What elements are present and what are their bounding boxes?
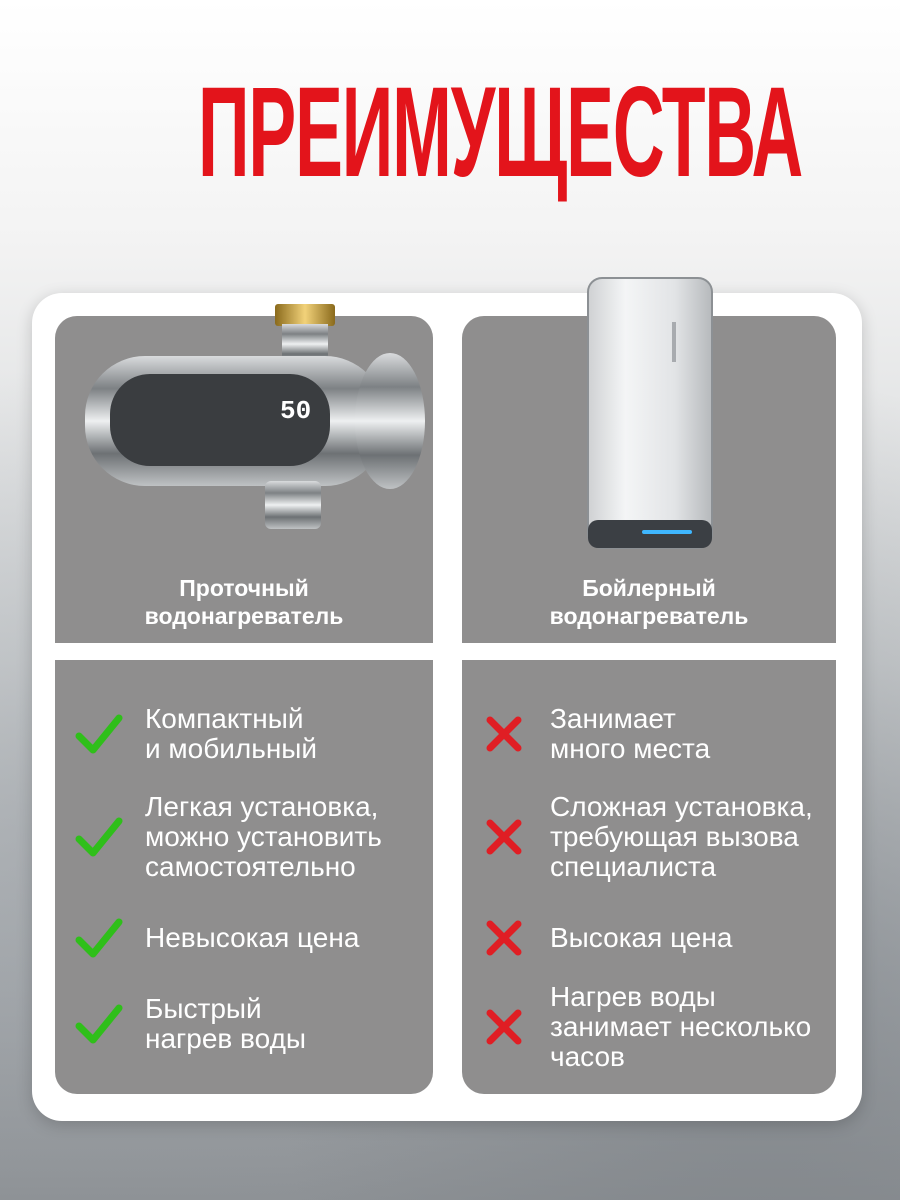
feature-text: Невысокая цена bbox=[145, 922, 360, 953]
cross-icon bbox=[480, 710, 528, 758]
feature-text: Сложная установка, требующая вызова специалиста bbox=[550, 791, 813, 882]
page-headline: ПРЕИМУЩЕСТВА bbox=[198, 61, 803, 204]
feature-item bbox=[75, 792, 382, 882]
feature-text: Легкая установка, можно установить самостоятельно bbox=[145, 791, 382, 882]
feature-text: Высокая цена bbox=[550, 922, 733, 953]
boiler-panel bbox=[462, 316, 836, 643]
instant-heater-features bbox=[55, 660, 433, 1094]
feature-text: Нагрев воды занимает несколько часов bbox=[550, 981, 812, 1072]
check-icon bbox=[75, 914, 123, 962]
check-icon bbox=[75, 710, 123, 758]
feature-item bbox=[75, 704, 317, 764]
feature-item bbox=[480, 792, 813, 882]
feature-text: Быстрый нагрев воды bbox=[145, 993, 307, 1054]
feature-item bbox=[480, 982, 811, 1072]
feature-item bbox=[75, 914, 359, 962]
boiler-heater-name: Бойлерный водонагреватель bbox=[549, 575, 749, 629]
temperature-display: 50 bbox=[280, 396, 312, 426]
cross-icon bbox=[480, 813, 528, 861]
check-icon bbox=[75, 813, 123, 861]
feature-text: Компактный и мобильный bbox=[145, 703, 318, 764]
boiler-heater-image bbox=[580, 272, 720, 562]
boiler-features bbox=[462, 660, 836, 1094]
instant-heater-name: Проточный водонагреватель bbox=[144, 575, 344, 629]
feature-item bbox=[75, 994, 306, 1054]
cross-icon bbox=[480, 1003, 528, 1051]
check-icon bbox=[75, 1000, 123, 1048]
instant-heater-image bbox=[70, 296, 430, 546]
instant-heater-panel bbox=[55, 316, 433, 643]
cross-icon bbox=[480, 914, 528, 962]
feature-text: Занимает много места bbox=[550, 703, 711, 764]
feature-item bbox=[480, 704, 710, 764]
feature-item bbox=[480, 914, 732, 962]
